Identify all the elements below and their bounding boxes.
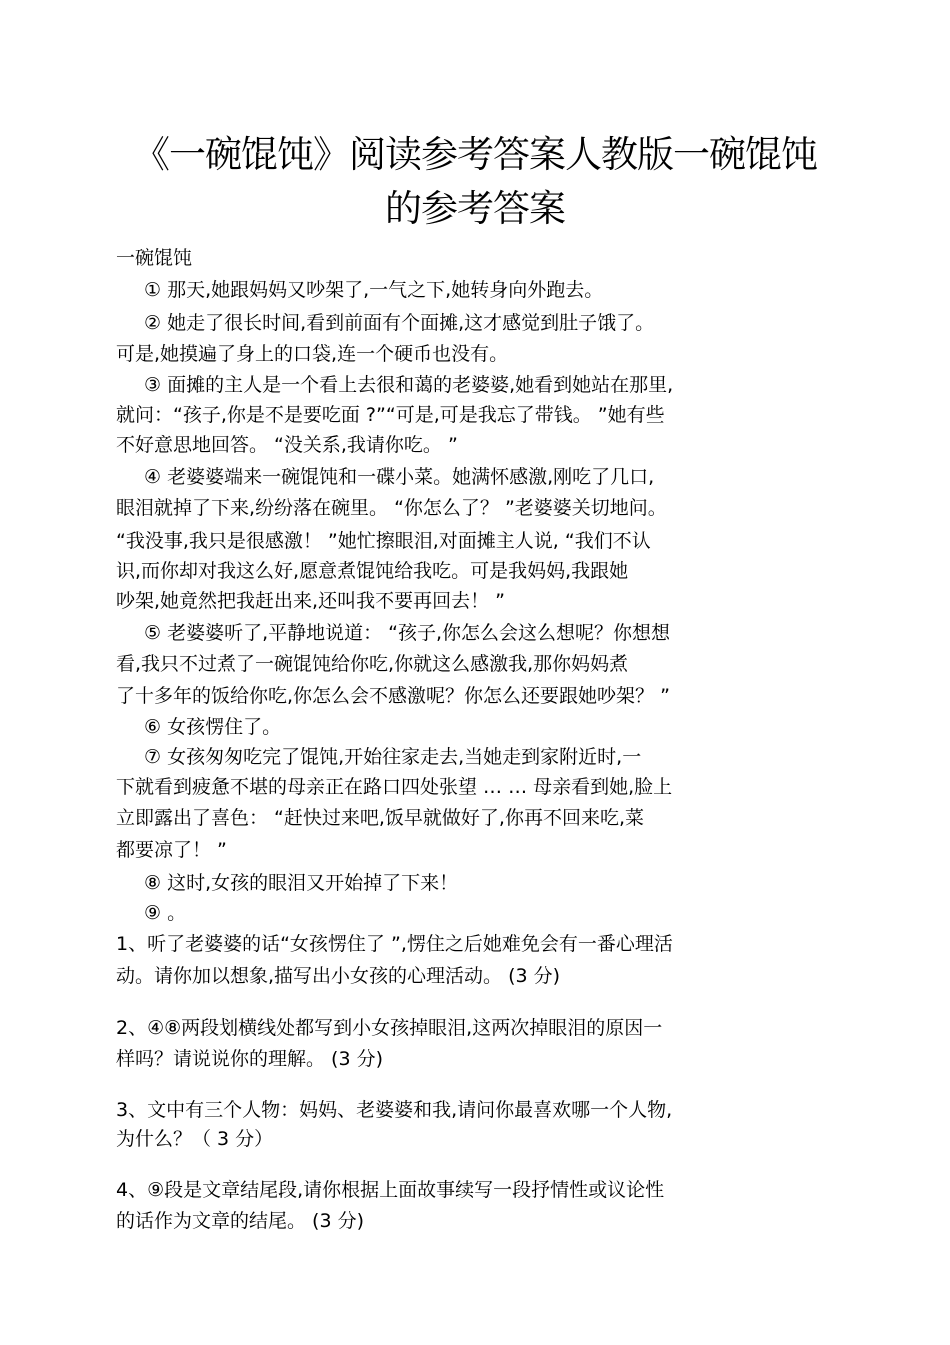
story-line: ⑥ 女孩愣住了。 xyxy=(144,716,282,738)
story-line: 看,我只不过煮了一碗馄饨给你吃,你就这么感激我,那你妈妈煮 xyxy=(116,653,629,675)
story-line: ⑤ 老婆婆听了,平静地说道： “孩子,你怎么会这么想呢？你想想 xyxy=(144,622,671,644)
story-line: ⑧ 这时,女孩的眼泪又开始掉了下来！ xyxy=(144,872,459,894)
story-line: ⑨ 。 xyxy=(144,902,187,924)
question-4-line: 的话作为文章的结尾。 (3 分) xyxy=(116,1210,364,1232)
document-title-line-2: 的参考答案 xyxy=(385,187,565,230)
question-3-line: 3、文中有三个人物：妈妈、老婆婆和我,请问你最喜欢哪一个人物, xyxy=(116,1099,673,1121)
story-line: 识,而你却对我这么好,愿意煮馄饨给我吃。可是我妈妈,我跟她 xyxy=(116,560,629,582)
story-line: ④ 老婆婆端来一碗馄饨和一碟小菜。她满怀感激,刚吃了几口, xyxy=(144,466,655,488)
story-line: 下就看到疲惫不堪的母亲正在路口四处张望 … … 母亲看到她,脸上 xyxy=(116,776,673,798)
story-line: 眼泪就掉了下来,纷纷落在碗里。 “你怎么了？ ”老婆婆关切地问。 xyxy=(116,497,667,519)
document-title-line-1: 《一碗馄饨》阅读参考答案人教版一碗馄饨 xyxy=(133,133,817,176)
question-4-line: 4、⑨段是文章结尾段,请你根据上面故事续写一段抒情性或议论性 xyxy=(116,1179,665,1201)
question-2-line: 2、④⑧两段划横线处都写到小女孩掉眼泪,这两次掉眼泪的原因一 xyxy=(116,1017,663,1039)
story-line: ② 她走了很长时间,看到前面有个面摊,这才感觉到肚子饿了。 xyxy=(144,312,655,334)
story-line: ⑦ 女孩匆匆吃完了馄饨,开始往家走去,当她走到家附近时,一 xyxy=(144,746,642,768)
story-line: 吵架,她竟然把我赶出来,还叫我不要再回去！ ” xyxy=(116,590,505,612)
question-3-line: 为什么？（ 3 分） xyxy=(116,1128,274,1150)
story-line: 就问：“孩子,你是不是要吃面 ?”“可是,可是我忘了带钱。 ”她有些 xyxy=(116,404,665,426)
question-1-line: 动。请你加以想象,描写出小女孩的心理活动。 (3 分) xyxy=(116,965,561,987)
story-line: 不好意思地回答。 “没关系,我请你吃。 ” xyxy=(116,434,458,456)
question-2-line: 样吗？请说说你的理解。 (3 分) xyxy=(116,1048,383,1070)
story-line: ① 那天,她跟妈妈又吵架了,一气之下,她转身向外跑去。 xyxy=(144,279,604,301)
story-line: ③ 面摊的主人是一个看上去很和蔼的老婆婆,她看到她站在那里, xyxy=(144,374,674,396)
story-line: “我没事,我只是很感激！ ”她忙擦眼泪,对面摊主人说, “我们不认 xyxy=(116,530,651,552)
story-title: 一碗馄饨 xyxy=(116,247,193,269)
story-line: 了十多年的饭给你吃,你怎么会不感激呢？你怎么还要跟她吵架？ ” xyxy=(116,685,670,707)
story-line: 可是,她摸遍了身上的口袋,连一个硬币也没有。 xyxy=(116,343,509,365)
story-line: 立即露出了喜色： “赶快过来吧,饭早就做好了,你再不回来吃,菜 xyxy=(116,807,645,829)
story-line: 都要凉了！ ” xyxy=(116,839,227,861)
question-1-line: 1、听了老婆婆的话“女孩愣住了 ”,愣住之后她难免会有一番心理活 xyxy=(116,933,673,955)
